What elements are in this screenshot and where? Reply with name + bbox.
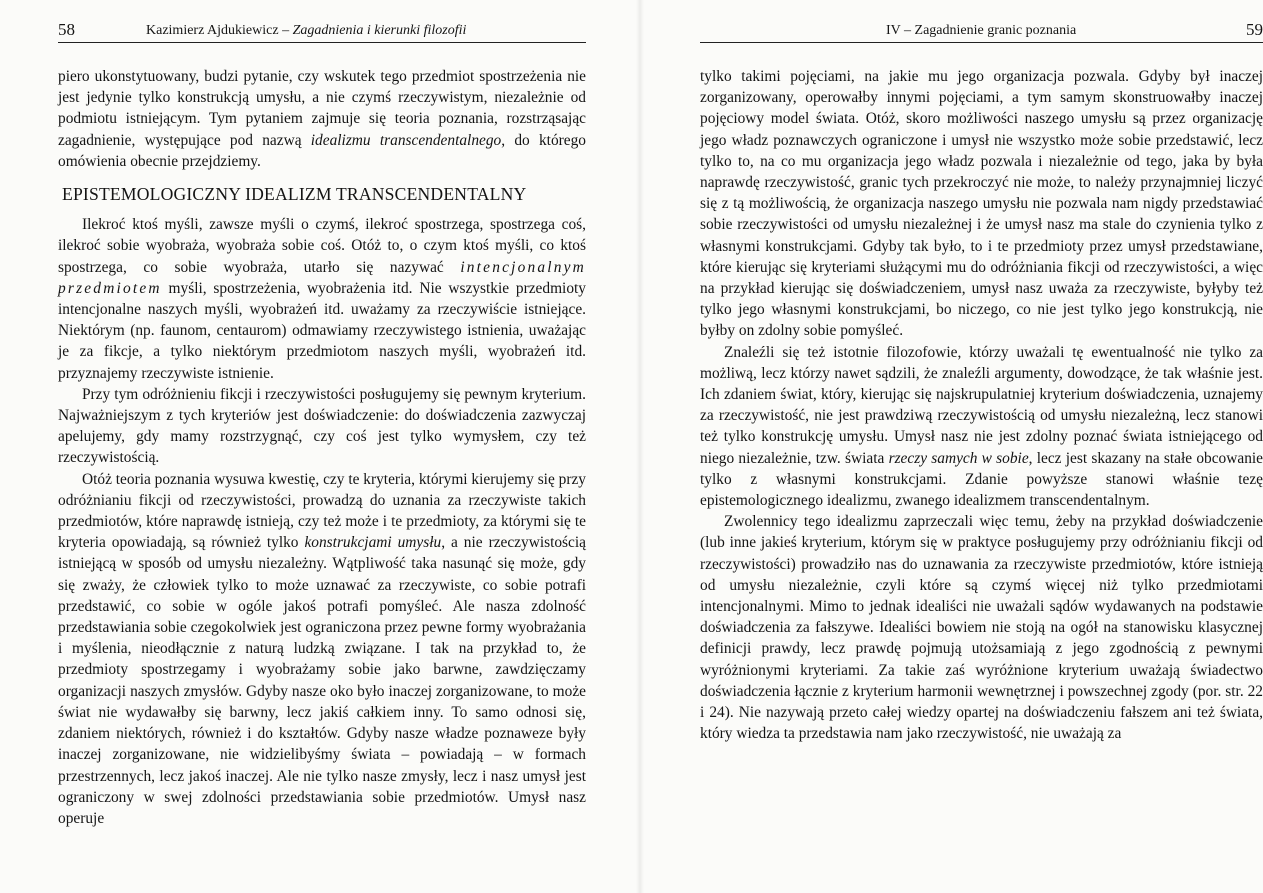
italic-term: konstrukcjami umysłu [304, 534, 442, 552]
running-head-book-title: Zagadnienia i kierunki filozofii [292, 23, 467, 38]
italic-term: rzeczy samych w sobie [888, 449, 1029, 467]
right-page-body [700, 66, 1263, 745]
paragraph [58, 214, 586, 384]
left-header-rule [58, 42, 586, 43]
text-run: Otóż teoria poznania wysuwa kwestię, czy te kryteria, którymi kierujemy się przy odróżnianiu fikcji od rzeczywistości, prowadzą do uznania za rzeczywiste takich przedmiotów, które naprawdę istnieją, czy też może i te przedmioty, za którymi się te kryteria opowiadają, są również tylko [58, 470, 586, 552]
right-running-head: IV – Zagadnienie granic poznania [886, 23, 1077, 38]
text-run: Ilekroć ktoś myśli, zawsze myśli o czymś, ilekroć spostrzega, spostrzega coś, ilekroć sobie wyobraża, wyobraża sobie coś. Otóż to, o czym ktoś myśli, co ktoś spostrzega, co sobie wyobraża, utarło się nazywać [58, 216, 586, 276]
text-run: , lecz jest skazany na stałe obcowanie tylko z własnymi konstrukcjami. Zdanie powyższe stanowi właśnie tezę epistemologicznego idealizmu, zwanego idealizmem transcendentalnym. [700, 449, 1263, 510]
text-run: piero ukonstytuowany, budzi pytanie, czy wskutek tego przedmiot spostrzeżenia nie jest jedynie tylko konstrukcją umysłu, a nie czymś rzeczywistym, niezależnie od podmiotu istniejącym. Tym pytaniem zajmuje się teoria poznania, rozstrząsając zagadnienie, występujące pod nazwą [58, 68, 586, 149]
paragraph [700, 342, 1263, 512]
paragraph [58, 66, 586, 172]
spaced-term: intencjonalnym przedmiotem [58, 258, 586, 297]
right-page-number: 59 [1246, 20, 1263, 39]
right-header-rule [700, 42, 1263, 43]
left-page-body [58, 66, 586, 829]
paragraph: Zwolennicy tego idealizmu zaprzeczali więc temu, żeby na przykład doświadczenie (lub inne jakieś kryterium, którym się w praktyce posługujemy przy odróżnianiu fikcji od rzeczywistości) prowadziło nas do uznawania za rzeczywiste przedmiotów, które istnieją od umysłu niezależnie, czyli które są czymś więcej niż tylko przedmiotami intencjonalnymi. Mimo to jednak idealiści nie uważali sądów wydawanych na podstawie doświadczenia za fałszywe. Idealiści bowiem nie stoją na ogół na stanowisku klasycznej definicji prawdy, lecz prawdę pojmują utożsamiają z jego zgodnością z pewnymi wyróżnionymi kryteriami. Za takie zaś wyróżnione kryterium uważają świadectwo doświadczenia łącznie z kryterium harmonii wewnętrznej i powszechnej zgody (por. str. 22 i 24). Nie nazywają przeto całej wiedzy opartej na doświadczeniu fałszem ani też świata, który wiedza ta przedstawia nam jako rzeczywistość, nie uważają za [700, 513, 1263, 743]
left-page-number: 58 [58, 20, 75, 39]
italic-term: idealizmu transcendentalnego [310, 131, 502, 149]
running-head-author: Kazimierz Ajdukiewicz [146, 23, 279, 38]
paragraph: Przy tym odróżnieniu fikcji i rzeczywistości posługujemy się pewnym kryterium. Najważniejszym z tych kryteriów jest doświadczenie: do doświadczenia zazwyczaj apelujemy, gdy mamy rozstrzygnąć, czy coś jest tylko wymysłem, czy też rzeczywistością. [58, 385, 586, 467]
section-heading: EPISTEMOLOGICZNY IDEALIZM TRANSCENDENTALNY [62, 184, 527, 205]
left-running-head [146, 23, 466, 39]
paragraph [58, 469, 586, 829]
text-run: , do którego omówienia obecnie przejdziemy. [58, 131, 586, 170]
text-run: myśli, spostrzeżenia, wyobrażenia itd. Nie wszystkie przedmioty intencjonalne naszych myśli, wyobrażeń itd. uważamy za rzeczywiście istniejące. Niektórym (np. faunom, centaurom) odmawiamy rzeczywistego istnienia, uważając je za fikcje, a tylko niektórym przedmiotom naszych myśli, wyobrażeń itd. przyznajemy rzeczywiste istnienie. [58, 279, 586, 382]
text-run: , a nie rzeczywistością istniejącą w sposób od umysłu niezależny. Wątpliwość taka nasunąć się może, gdy się zważy, że człowiek tylko to może uznawać za rzeczywiste, co sobie potrafi przedstawić, co sobie w ogóle jakoś potrafi pomyśleć. Ale nasza zdolność przedstawiania sobie czegokolwiek jest ograniczona przez pewne formy wyobrażania i myślenia, nieodłącznie z naturą ludzką związane. I tak na przykład to, że przedmioty spostrzegamy i wyobrażamy sobie jako barwne, zawdzięczamy organizacji naszych zmysłów. Gdyby nasze oko było inaczej zorganizowane, to może świat nie wydawałby się barwny, lecz jakiś całkiem inny. To samo odnosi się, zdaniem niektórych, również i do kształtów. Gdyby nasze władze poznaweze były inaczej zorganizowane, nie widzielibyśmy świata – powiadają – w formach przestrzennych, lecz jakoś inaczej. Ale nie tylko nasze zmysły, lecz i nasz umysł jest ograniczony w swej zdolności przedstawiania sobie przedmiotów. Umysł nasz operuje [58, 534, 586, 827]
paragraph: tylko takimi pojęciami, na jakie mu jego organizacja pozwala. Gdyby był inaczej zorganizowany, operowałby innymi pojęciami, a tym samym skonstruowałby inaczej pojęciowy model świata. Otóż, skoro możliwości naszego umysłu są przez organizację jego władz poznawczych ograniczone i umysł nie wszystko może sobie przedstawić, lecz tylko to, na co mu organizacja jego władz pozwala i niezależnie od tego, jaka by była naprawdę rzeczywistość, granic tych przekroczyć nie może, to należy przynajmniej liczyć się z tą możliwością, że organizacja naszego umysłu nie pozwala nam nigdy przedstawiać sobie rzeczywistości od umysłu niezależnej i że umysł nasz ma stale do czynienia tylko z własnymi konstrukcjami. Gdyby tak było, to i te przedmioty przez umysł przedstawiane, które kierując się kryteriami służącymi mu do odróżniania fikcji od rzeczywistości, a więc na przykład kierując się doświadczeniem, umysł nasz uważa za rzeczywiste, byłyby też tylko jego własnymi konstrukcjami, bo niczego, co nie jest tylko jego konstrukcją, nie byłby on zdolny sobie pomyśleć. [700, 68, 1263, 340]
right-page [640, 0, 1263, 893]
text-run: Znaleźli się też istotnie filozofowie, którzy uważali tę ewentualność nie tylko za możliwą, lecz którzy nawet sądzili, że znaleźli argumenty, dowodzące, że tak właśnie jest. Ich zdaniem świat, który, kierując się najskrupulatniej kryterium doświadczenia, uznajemy za rzeczywistość, nie jest prawdziwą rzeczywistością od umysłu niezależną, lecz stanowi też tylko konstrukcję umysłu. Umysł nasz nie jest zdolny poznać świata istniejącego od niego niezależnie, tzw. świata [700, 343, 1263, 467]
running-head-separator: – [278, 23, 293, 38]
